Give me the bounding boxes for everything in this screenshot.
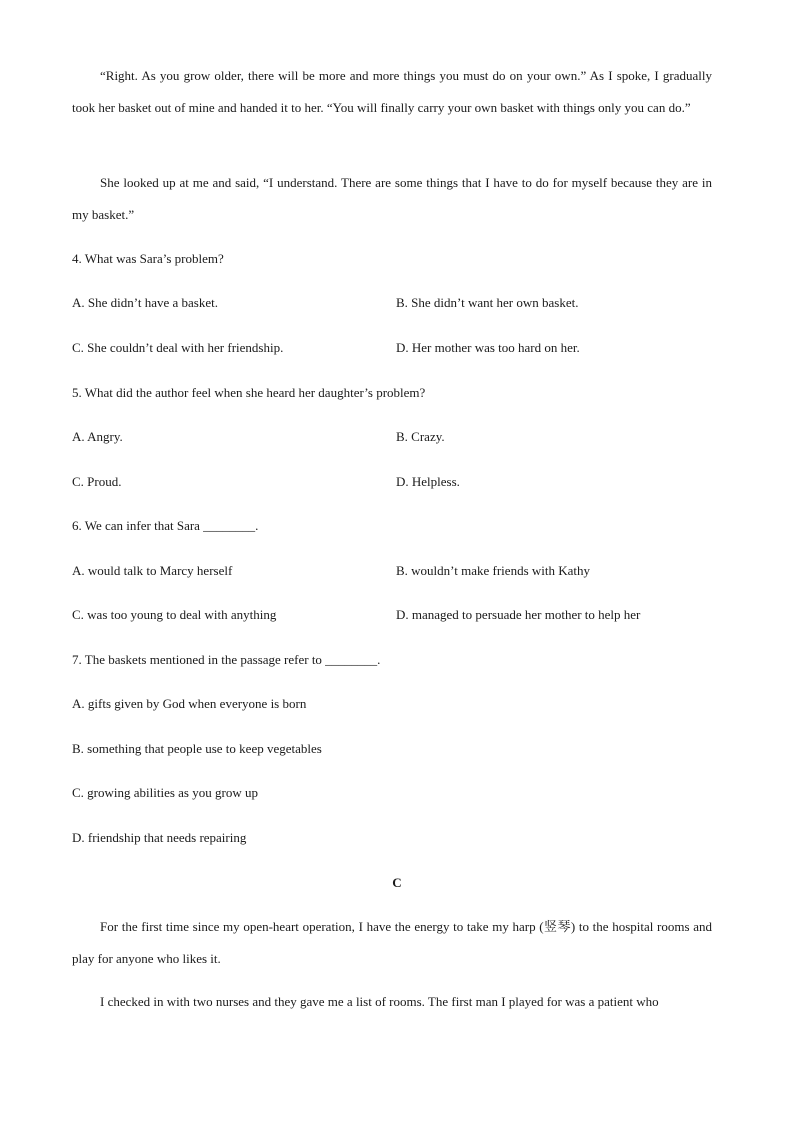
answer-option: D. managed to persuade her mother to help her — [396, 607, 641, 622]
answer-option: A. Angry. — [72, 429, 123, 444]
question-stem: 4. What was Sara’s problem? — [72, 251, 224, 266]
answer-option: C. Proud. — [72, 474, 122, 489]
answer-option: A. gifts given by God when everyone is born — [72, 696, 307, 711]
answer-option: B. Crazy. — [396, 429, 445, 444]
passage-paragraph: For the first time since my open-heart operation, I have the energy to take my harp (竖琴) to the hospital rooms and play for anyone who likes it. — [72, 919, 712, 966]
answer-option: D. friendship that needs repairing — [72, 830, 247, 845]
answer-option: D. Helpless. — [396, 474, 460, 489]
passage-paragraph: “Right. As you grow older, there will be more and more things you must do on your own.” As I spoke, I gradually took her basket out of mine and handed it to her. “You will finally carry your own basket with things only you can do.” — [72, 68, 712, 115]
answer-option: B. wouldn’t make friends with Kathy — [396, 563, 591, 578]
passage-paragraph: I checked in with two nurses and they gave me a list of rooms. The first man I played for was a patient who — [100, 994, 659, 1009]
answer-option: B. She didn’t want her own basket. — [396, 295, 579, 310]
answer-option: C. She couldn’t deal with her friendship. — [72, 340, 284, 355]
section-heading: C — [392, 875, 402, 890]
answer-option: A. would talk to Marcy herself — [72, 563, 233, 578]
answer-option: B. something that people use to keep vegetables — [72, 741, 322, 756]
answer-option: D. Her mother was too hard on her. — [396, 340, 580, 355]
answer-option: C. was too young to deal with anything — [72, 607, 277, 622]
answer-option: A. She didn’t have a basket. — [72, 295, 218, 310]
question-stem: 6. We can infer that Sara ________. — [72, 518, 259, 533]
question-stem: 7. The baskets mentioned in the passage refer to ________. — [72, 652, 381, 667]
passage-paragraph: She looked up at me and said, “I understand. There are some things that I have to do for myself because they are in my basket.” — [72, 175, 712, 222]
question-stem: 5. What did the author feel when she heard her daughter’s problem? — [72, 385, 426, 400]
answer-option: C. growing abilities as you grow up — [72, 785, 258, 800]
